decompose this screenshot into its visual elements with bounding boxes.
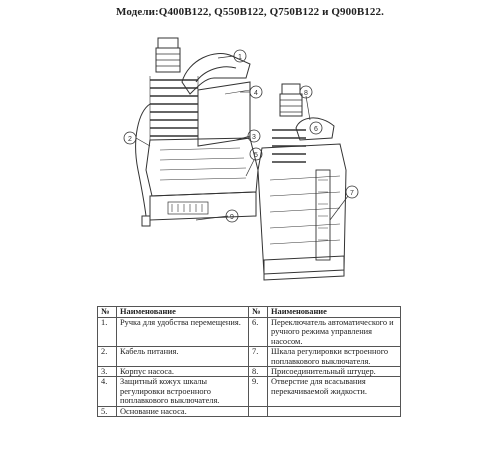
callout-1: 1 [238,54,242,61]
callout-3: 3 [252,134,256,141]
item-name: Шкала регулировки встроенного поплавкового выключателя. [268,347,401,367]
page-title: Модели:Q400B122, Q550B122, Q750B122 и Q900B122. [116,6,384,18]
pump-illustration [0,20,500,290]
item-name: Кабель питания. [117,347,249,367]
item-name: Переключатель автоматического и ручного режима управления насосом. [268,318,401,347]
table-row [98,367,401,377]
item-number: 2. [98,347,117,367]
callout-5: 5 [254,152,258,159]
callout-6: 6 [314,126,318,133]
item-number: 9. [249,377,268,406]
callout-2: 2 [128,136,132,143]
item-number: 4. [98,377,117,406]
callout-9: 9 [230,214,234,221]
table-header-row [98,307,401,318]
table-row [98,347,401,367]
table-row [98,318,401,347]
item-number: 8. [249,367,268,377]
pump-left-drawing [136,38,258,226]
header-number-1: № [98,307,117,318]
header-number-2: № [249,307,268,318]
table-row [98,406,401,416]
parts-table [97,306,401,417]
item-name: Присоединительный штуцер. [268,367,401,377]
pump-right-drawing [258,84,346,280]
table-row [98,377,401,406]
header-name-1: Наименование [117,307,249,318]
header-name-2: Наименование [268,307,401,318]
callout-8: 8 [304,90,308,97]
item-name: Корпус насоса. [117,367,249,377]
item-name: Основание насоса. [117,406,249,416]
item-number: 5. [98,406,117,416]
item-name [268,406,401,416]
item-name: Отверстие для всасывания перекачиваемой жидкости. [268,377,401,406]
item-number: 3. [98,367,117,377]
callout-7: 7 [350,190,354,197]
item-number [249,406,268,416]
item-name: Защитный кожух шкалы регулировки встроенного поплавкового выключателя. [117,377,249,406]
item-name: Ручка для удобства перемещения. [117,318,249,347]
item-number: 1. [98,318,117,347]
item-number: 6. [249,318,268,347]
callout-4: 4 [254,90,258,97]
item-number: 7. [249,347,268,367]
